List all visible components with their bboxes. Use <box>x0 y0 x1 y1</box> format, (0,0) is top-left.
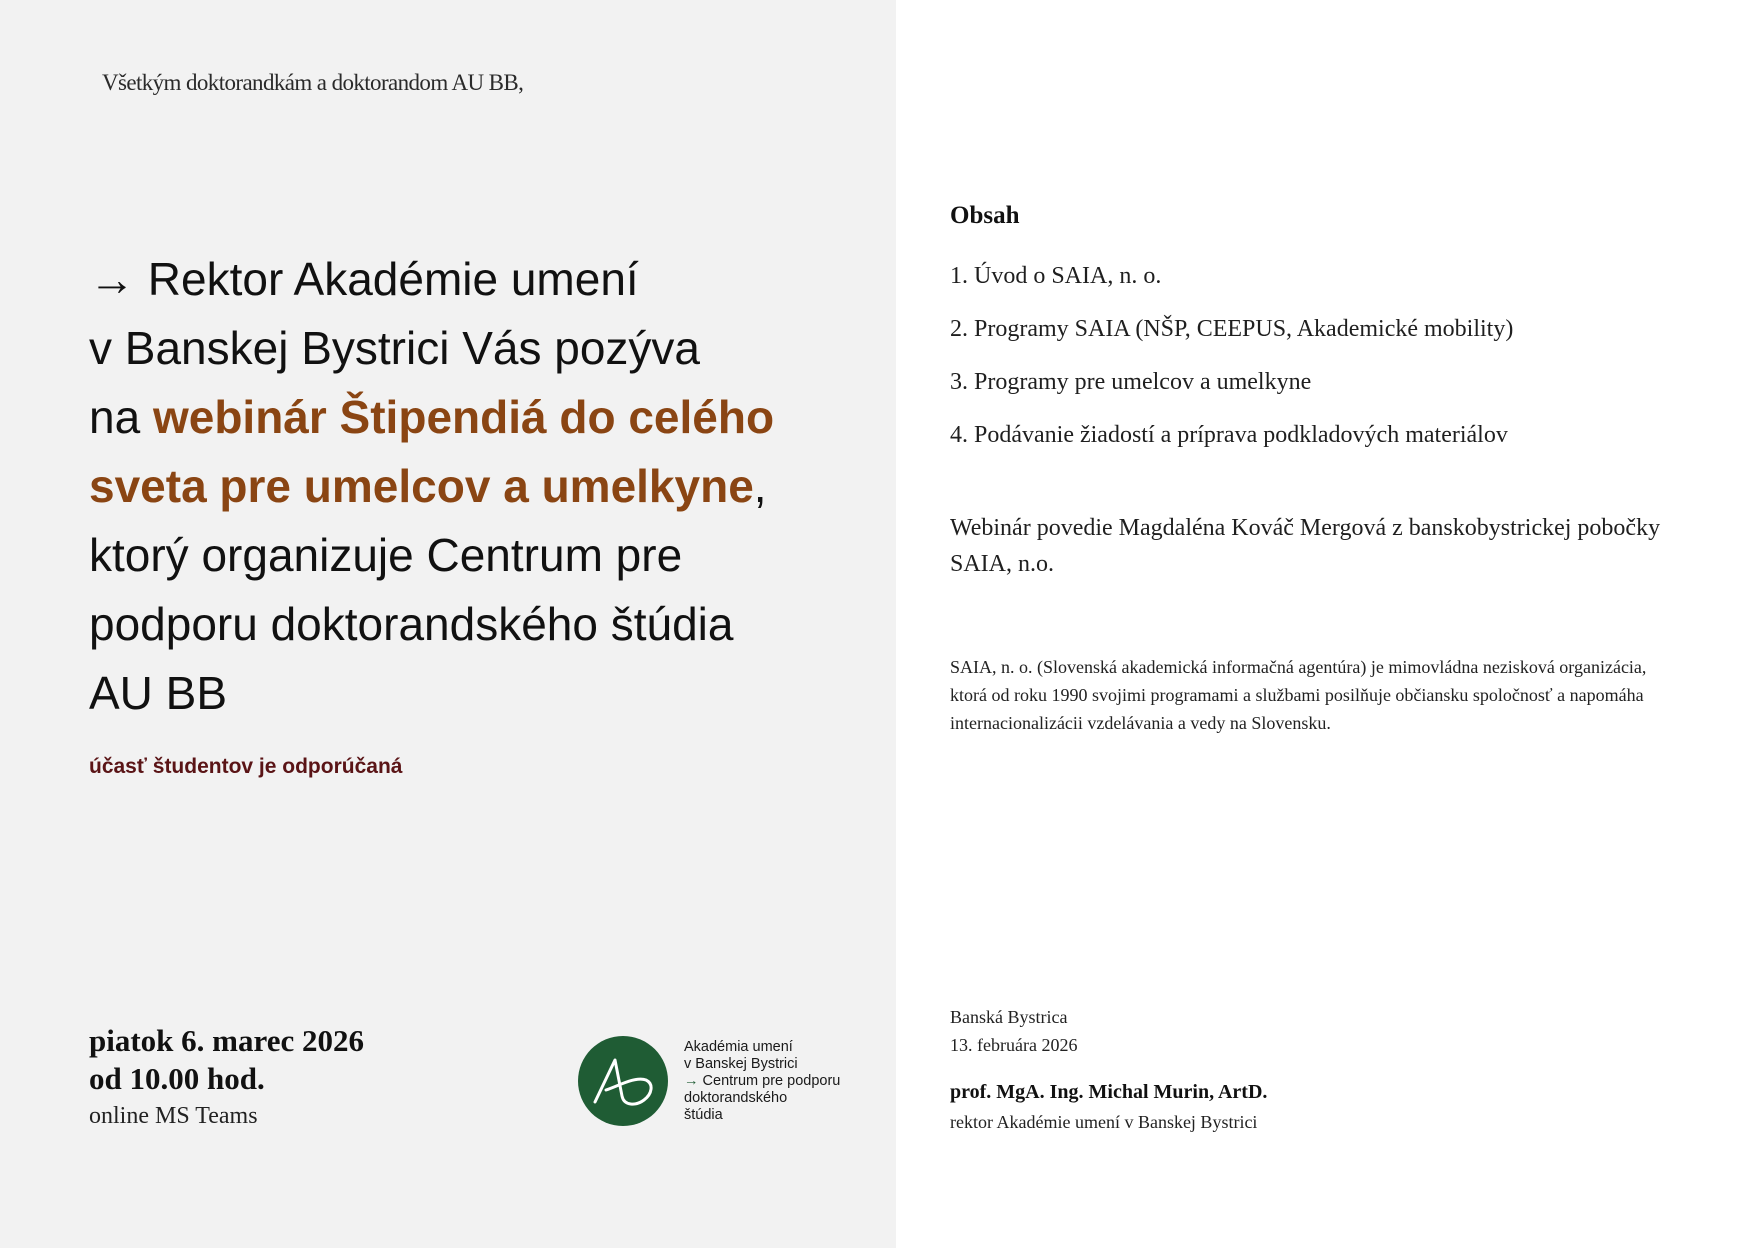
headline-line-5: ktorý organizuje Centrum pre <box>89 529 683 581</box>
invitation-headline <box>89 245 879 728</box>
saia-description: SAIA, n. o. (Slovenská akademická informačná agentúra) je mimovládna nezisková organizácia, ktorá od roku 1990 svojimi programami a službami posilňuje občiansku spoločnosť a napomáha internacionalizácii vzdelávania a vedy na Slovensku. <box>950 657 1647 733</box>
closing-place: Banská Bystrica <box>950 1007 1068 1027</box>
toc-title: Obsah <box>950 202 1020 229</box>
event-info <box>89 1022 364 1134</box>
lecturer-note: Webinár povedie Magdaléna Kováč Mergová z banskobystrickej pobočky SAIA, n.o. <box>950 515 1661 577</box>
toc-list <box>950 250 1513 462</box>
headline-line-4: sveta pre umelcov a umelkyne, <box>89 460 767 512</box>
webinar-title-part-1: webinár Štipendiá do celého <box>152 391 775 443</box>
academy-monogram-icon <box>578 1036 668 1126</box>
headline-line-3: na webinár Štipendiá do celého <box>89 391 775 443</box>
headline-line-1: → Rektor Akadémie umení <box>89 253 639 305</box>
toc-item: 2. Programy SAIA (NŠP, CEEPUS, Akademické mobility) <box>950 316 1514 342</box>
webinar-title-part-2: sveta pre umelcov a umelkyne <box>89 460 754 512</box>
academy-logo-text: Akadémia umení v Banskej Bystrici → Centrum pre podporu doktorandského štúdia <box>684 1039 841 1123</box>
signatory-name: prof. MgA. Ing. Michal Murin, ArtD. <box>950 1081 1268 1103</box>
headline-line-7: AU BB <box>89 667 228 719</box>
arrow-icon: → <box>684 1073 699 1089</box>
salutation: Všetkým doktorandkám a doktorandom AU BB, <box>102 70 524 95</box>
toc-item: 1. Úvod o SAIA, n. o. <box>950 263 1162 289</box>
event-time: od 10.00 hod. <box>89 1061 265 1096</box>
arrow-icon: → <box>89 253 135 305</box>
closing-date: 13. februára 2026 <box>950 1035 1078 1055</box>
event-date: piatok 6. marec 2026 <box>89 1023 364 1058</box>
signatory-role: rektor Akadémie umení v Banskej Bystrici <box>950 1112 1258 1132</box>
toc-item: 4. Podávanie žiadostí a príprava podkladových materiálov <box>950 422 1508 448</box>
event-platform: online MS Teams <box>89 1103 258 1129</box>
headline-line-2: v Banskej Bystrici Vás pozýva <box>89 322 701 374</box>
recommendation-note: účasť študentov je odporúčaná <box>89 755 403 778</box>
right-panel <box>950 0 1710 1240</box>
headline-line-6: podporu doktorandského štúdia <box>89 598 734 650</box>
toc-item: 3. Programy pre umelcov a umelkyne <box>950 369 1312 395</box>
place-and-date <box>950 1003 1077 1059</box>
